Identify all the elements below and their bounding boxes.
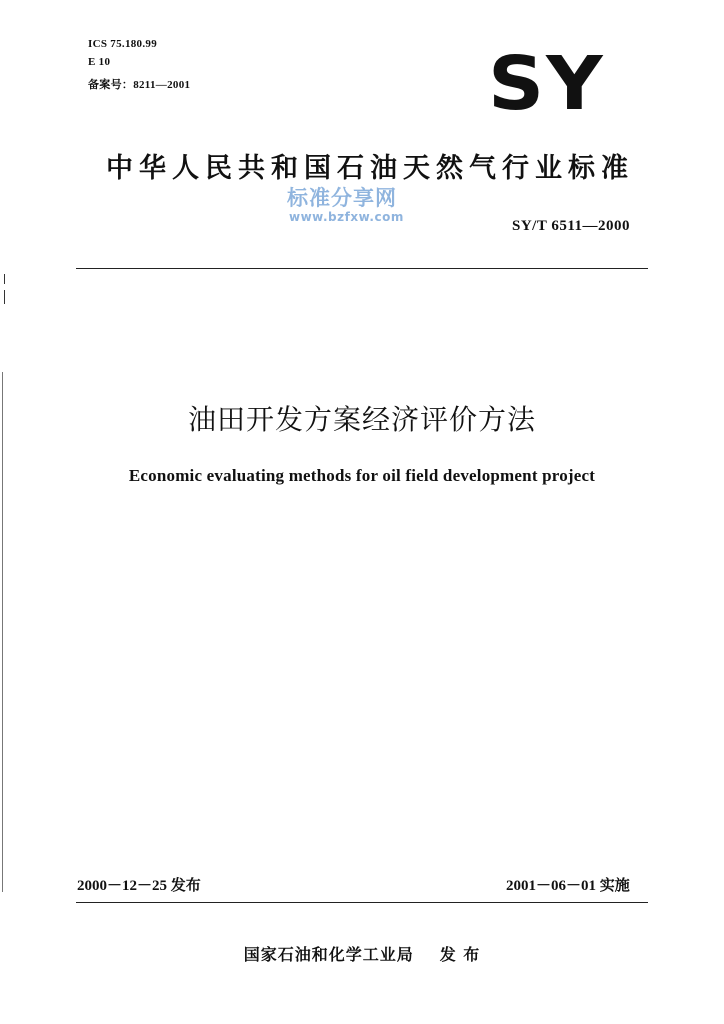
issuer-line [0, 942, 724, 965]
document-title-cn: 油田开发方案经济评价方法 [187, 403, 536, 436]
industry-standard-title: 中华人民共和国石油天然气行业标准 [106, 153, 634, 184]
sy-logo: SY [488, 41, 605, 127]
standard-number: SY/T 6511—2000 [512, 218, 630, 234]
effective-date: 2001－06－01 实施 [506, 878, 630, 894]
category-code: E 10 [88, 56, 111, 68]
publish-date: 2000－12－25 发布 [77, 878, 201, 894]
issuer-name: 国家石油和化学工业局 [243, 945, 414, 964]
document-title-en: Economic evaluating methods for oil field development project [128, 466, 596, 485]
watermark-text: 标准分享网 [287, 186, 397, 210]
footer-divider [76, 902, 648, 903]
scan-edge-line [2, 372, 3, 892]
record-number: 备案号：8211—2001 [88, 79, 191, 91]
ics-code: ICS 75.180.99 [88, 38, 157, 50]
scan-mark [4, 290, 5, 304]
header-divider [76, 268, 648, 269]
watermark-url: www.bzfxw.com [289, 210, 404, 224]
issuer-action: 发 布 [439, 945, 481, 964]
scan-mark [4, 274, 5, 284]
